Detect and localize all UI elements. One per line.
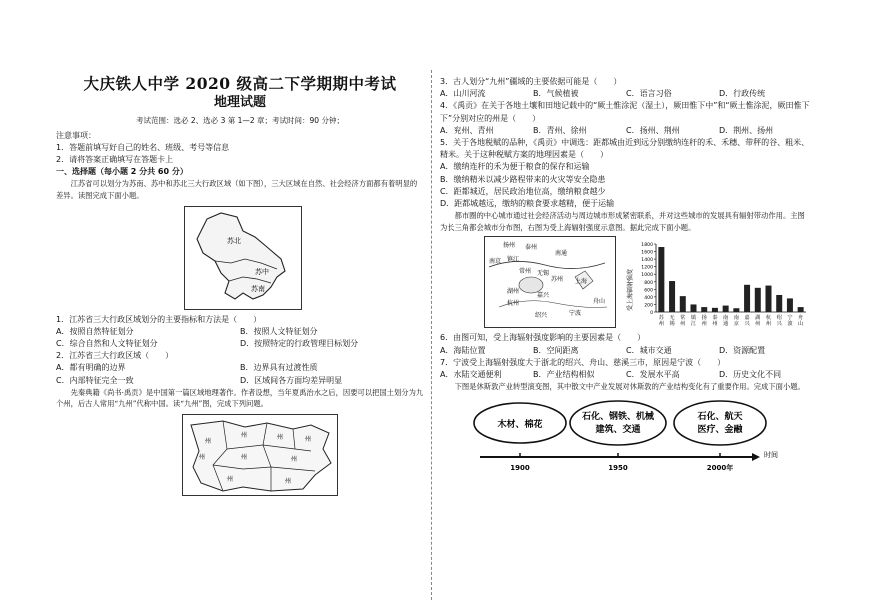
- city-label: 扬州: [503, 242, 516, 250]
- year-label: 1900: [510, 463, 530, 472]
- label-zhou: 州: [305, 436, 312, 444]
- x-tick-label: 京: [733, 321, 739, 328]
- note-item: 2．请将答案正确填写在答题卡上: [56, 155, 174, 165]
- bar: [776, 295, 782, 312]
- year-label: 1950: [608, 463, 628, 472]
- x-tick-label: 通: [723, 321, 729, 328]
- material-4: 下图是休斯敦产业转型演变图，其中散文中产业发展对休斯敦的产业结构变化有了重要作用。完成下面小题。: [454, 382, 805, 392]
- x-tick-label: 宁: [787, 315, 793, 322]
- bar: [744, 285, 750, 312]
- option-c: C．综合自然和人文特征划分: [56, 339, 158, 349]
- chart-ylabel: 受上海辐射强度: [627, 269, 634, 312]
- radiation-chart: [626, 236, 812, 332]
- x-tick-label: 绍: [776, 315, 782, 322]
- question-stem: 6．由图可知，受上海辐射强度影响的主要因素是（ ）: [440, 333, 646, 343]
- year-label: 2000年: [706, 463, 734, 472]
- option-d: D．荆州、扬州: [719, 125, 774, 135]
- option-b: B．边界具有过渡性质: [240, 363, 318, 373]
- section-title: 一、选择题（每小题 2 分共 60 分）: [56, 167, 188, 177]
- options: [440, 88, 812, 100]
- x-tick-label: 无: [669, 315, 675, 322]
- label-subei: 苏北: [227, 236, 241, 245]
- x-tick-label: 山: [798, 321, 804, 328]
- stage-label: 石化、航天: [697, 411, 743, 422]
- question-stem: 3．古人划分“九州”疆域的主要依据可能是（ ）: [440, 77, 622, 86]
- right-column: [440, 76, 812, 485]
- label-zhou: 州: [291, 456, 298, 464]
- option-a: A．按照自然特征划分: [56, 326, 134, 336]
- material-2: 先秦典籍《尚书·禹贡》是中国第一篇区域地理著作。作者设想，当年夏禹治水之后，因要可以把国土划分为九个州，后古人常用“九州”代称中国。读“九州”图，完成下列问题。: [56, 387, 424, 409]
- x-tick-label: 兴: [776, 321, 782, 328]
- option-c: C．距都城近，居民政治地位高，缴纳粮食越少: [440, 186, 606, 196]
- bar: [755, 288, 761, 312]
- option-b: B．气候植被: [533, 89, 579, 99]
- option-b: B．产业结构相似: [533, 370, 595, 380]
- x-tick-label: 波: [787, 321, 793, 328]
- option-c: C．语言习俗: [626, 89, 672, 99]
- option-b: B．缴纳精米以减少路程带来的火灾等安全隐患: [440, 174, 606, 184]
- city-label: 上海: [575, 278, 588, 286]
- bar: [712, 308, 718, 312]
- x-tick-label: 锡: [669, 321, 675, 328]
- exam-title: 大庆铁人中学 2020 级高二下学期期中考试: [83, 74, 397, 93]
- material-3: 都市圈的中心城市通过社会经济活动与周边城市形成紧密联系，并对这些城市的发展具有辐射带动作用。主图为长三角都会城市分布图，右图为受上海辐射强度示意图。据此完成下面小题。: [440, 211, 805, 232]
- y-tick-label: 0: [650, 311, 653, 317]
- notes-heading: 注意事项：: [56, 130, 96, 140]
- x-tick-label: 江: [690, 321, 697, 328]
- option-b: B．空间距离: [533, 345, 579, 355]
- question-stem: 1．江苏省三大行政区域划分的主要指标和方法是（ ）: [56, 314, 262, 324]
- y-tick-label: 800: [644, 281, 653, 287]
- question-stem: 2．江苏省三大行政区域（ ）: [56, 351, 174, 361]
- x-tick-label: 苏: [658, 315, 664, 322]
- city-label: 苏州: [551, 276, 564, 284]
- options: [56, 362, 424, 386]
- question-1: [56, 314, 424, 351]
- x-tick-label: 湖: [755, 315, 761, 322]
- option-d: D．历史文化不同: [719, 370, 782, 380]
- label-zhou: 州: [241, 432, 248, 440]
- question-stem: 4．《禹贡》在关于各地土壤和田地记载中的“厥土惟涂泥（湿土），厥田惟下中”和“厥土惟涂泥，厥田惟下下”分别对应的州是（ ）: [440, 101, 810, 123]
- note-item: 1．答题前填写好自己的姓名、班级、考号等信息: [56, 142, 230, 152]
- label-zhou: 州: [227, 476, 234, 484]
- question-stem: 5．关于各地税赋的品种，《禹贡》中调选：距都城由近到远分别缴纳连秆的禾、禾穗、带秤的谷、粗米、精米。关于这种税赋方案的地理因素是（ ）: [440, 138, 810, 160]
- option-a: A．水陆交通便利: [440, 370, 502, 380]
- y-tick-label: 200: [644, 303, 653, 309]
- x-tick-label: 州: [755, 321, 761, 328]
- question-3: [440, 76, 812, 100]
- x-tick-label: 嘉: [744, 315, 750, 322]
- bar: [701, 308, 707, 313]
- bar: [787, 299, 793, 313]
- figure-row: [440, 236, 812, 332]
- x-tick-label: 镇: [690, 315, 697, 322]
- label-zhou: 州: [277, 434, 284, 442]
- option-a: A．海陆位置: [440, 345, 486, 355]
- bar: [798, 308, 804, 313]
- x-tick-label: 州: [712, 321, 718, 328]
- stage-ellipse: [674, 401, 766, 445]
- axis-label: 时间: [764, 450, 778, 459]
- bar: [669, 281, 675, 312]
- arrow-head-icon: [752, 453, 760, 461]
- label-zhou: 州: [241, 454, 248, 462]
- label-suzhong: 苏中: [255, 267, 269, 276]
- option-c: C．扬州、荆州: [626, 125, 680, 135]
- x-tick-label: 南: [733, 315, 739, 322]
- timeline-svg: [440, 399, 812, 481]
- options: [440, 345, 812, 357]
- jiuzhou-map-svg: [183, 415, 337, 495]
- question-5: [440, 137, 812, 210]
- stage-label: 石化、钢铁、机械: [581, 411, 655, 422]
- bar: [658, 247, 664, 312]
- x-tick-label: 州: [658, 321, 664, 328]
- jiangsu-map: [184, 206, 302, 310]
- radiation-chart-svg: [626, 236, 812, 332]
- question-6: [440, 332, 812, 356]
- yrd-city-map: [484, 236, 616, 328]
- x-tick-label: 州: [765, 321, 772, 328]
- city-label: 镇江: [507, 256, 520, 264]
- x-tick-label: 舟: [798, 315, 804, 322]
- question-4: [440, 100, 812, 137]
- stage-ellipse: [570, 401, 666, 445]
- x-tick-label: 州: [680, 321, 686, 328]
- options: [56, 326, 424, 350]
- city-label: 湖州: [507, 288, 520, 296]
- city-label: 舟山: [593, 298, 606, 306]
- city-label: 宁波: [569, 310, 582, 318]
- city-label: 南京: [489, 258, 502, 266]
- city-label: 绍兴: [535, 312, 548, 320]
- option-d: D．资源配置: [719, 345, 766, 355]
- y-tick-label: 1000: [641, 273, 653, 279]
- x-tick-label: 常: [680, 315, 686, 322]
- x-tick-label: 兴: [744, 321, 750, 328]
- jiangsu-map-svg: [185, 207, 301, 309]
- option-d: D．按照特定的行政管理目标划分: [240, 339, 359, 349]
- bar: [766, 286, 772, 312]
- label-zhou: 州: [205, 438, 212, 446]
- option-a: A．山川河流: [440, 89, 486, 99]
- option-a: A．缴纳连秆的禾为便于粮食的保存和运输: [440, 162, 590, 172]
- y-tick-label: 1200: [641, 266, 653, 272]
- option-c: C．内部特征完全一致: [56, 375, 134, 385]
- x-tick-label: 扬: [701, 315, 707, 322]
- stage-label: 木材、棉花: [497, 419, 543, 430]
- options: [440, 125, 812, 137]
- houston-timeline: [440, 399, 812, 485]
- option-a: A．都有明确的边界: [56, 363, 126, 373]
- bar: [733, 309, 739, 313]
- option-d: D．距都城越远，缴纳的粮食要求越精，便于运输: [440, 199, 615, 209]
- city-label: 嘉兴: [537, 292, 550, 300]
- exam-scope: 考试范围：选必 2、选必 3 第 1—2 章；考试时间：90 分钟；: [136, 116, 344, 126]
- label-sunan: 苏南: [251, 284, 265, 293]
- stage-label: 建筑、交通: [595, 424, 641, 435]
- city-label: 常州: [519, 268, 532, 276]
- column-divider: [431, 70, 432, 600]
- option-b: B．青州、徐州: [533, 125, 587, 135]
- options: [440, 369, 812, 381]
- bar: [723, 306, 729, 312]
- option-d: D．区域间各方面均差异明显: [240, 375, 343, 385]
- stage-label: 医疗、金融: [697, 424, 743, 435]
- city-label: 南通: [555, 250, 568, 258]
- y-tick-label: 1800: [641, 243, 653, 249]
- y-tick-label: 1600: [641, 250, 653, 256]
- option-c: C．发展水平高: [626, 370, 680, 380]
- city-label: 泰州: [525, 244, 538, 252]
- y-tick-label: 600: [644, 288, 653, 294]
- x-tick-label: 泰: [712, 315, 718, 322]
- option-d: D．行政传统: [719, 89, 766, 99]
- material-1: 江苏省可以划分为苏南、苏中和苏北三大行政区域（如下图），三大区域在自然、社会经济方面都有着明显的差异。读图完成下面小题。: [56, 179, 418, 201]
- bar: [691, 305, 697, 313]
- city-label: 杭州: [507, 300, 520, 308]
- option-a: A．兖州、青州: [440, 125, 494, 135]
- label-zhou: 州: [199, 454, 206, 462]
- bar: [680, 297, 686, 313]
- y-tick-label: 1400: [641, 258, 653, 264]
- option-c: C．城市交通: [626, 345, 672, 355]
- option-b: B．按照人文特征划分: [240, 326, 318, 336]
- y-tick-label: 400: [644, 296, 653, 302]
- question-2: [56, 350, 424, 387]
- question-stem: 7．宁波受上海辐射强度大于浙北的绍兴、舟山、慈溪三市，原因是宁波（ ）: [440, 357, 726, 367]
- x-tick-label: 南: [723, 315, 729, 322]
- yrd-map-svg: [485, 237, 615, 327]
- left-column: [56, 72, 424, 496]
- city-label: 无锡: [537, 270, 550, 278]
- question-7: [440, 357, 812, 381]
- label-zhou: 州: [285, 478, 292, 486]
- x-tick-label: 州: [701, 321, 707, 328]
- chart-bars: [658, 247, 803, 327]
- x-tick-label: 杭: [765, 315, 772, 322]
- jiuzhou-map: [182, 414, 338, 496]
- exam-subtitle: 地理试题: [213, 95, 266, 111]
